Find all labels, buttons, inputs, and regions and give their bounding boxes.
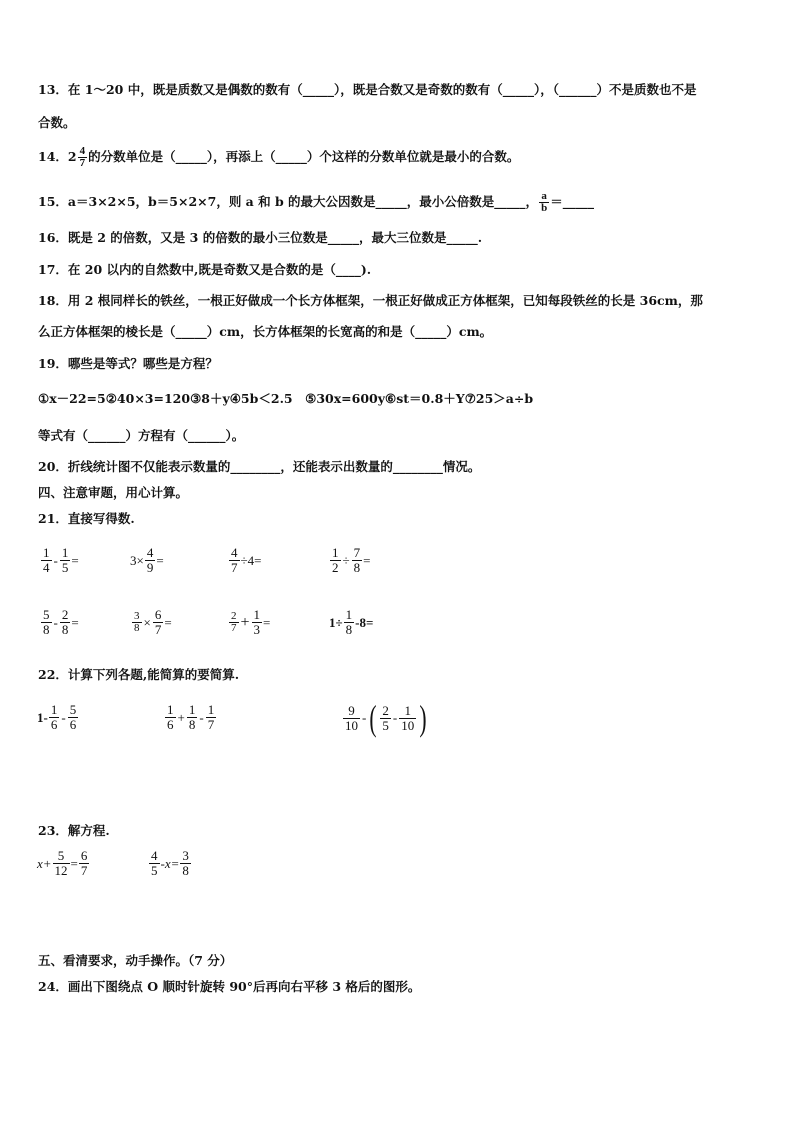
q21-f-num1: 3 <box>134 610 140 622</box>
q23-a-eq: = <box>70 855 78 871</box>
q21-g-den1: 7 <box>231 622 237 634</box>
q21-expr-h <box>329 608 373 637</box>
q22-b-num1: 1 <box>167 702 174 717</box>
q22-c-num1: 9 <box>348 702 355 718</box>
q22-b-den3: 7 <box>207 717 215 732</box>
q21-b-den: 9 <box>146 560 154 575</box>
q21-expr-a <box>40 546 79 575</box>
q21-d-num2: 7 <box>353 545 361 560</box>
q22-b-num2: 1 <box>188 702 196 717</box>
q21-e-eq: = <box>71 614 79 630</box>
q21-d-den2: 8 <box>353 560 361 575</box>
q22-b-num3: 1 <box>207 702 215 717</box>
q21-e-num1: 5 <box>43 607 50 622</box>
q15-frac-den: b <box>541 202 548 214</box>
q22-c-right-paren: ) <box>419 698 427 738</box>
q21-expr-b <box>130 546 164 575</box>
q21-c-tail: ÷4= <box>240 552 262 568</box>
q13-line-2: 合数。 <box>38 115 76 130</box>
q22-a-num1: 1 <box>50 702 58 717</box>
q21-expr-f <box>131 608 172 637</box>
q21-expr-d <box>329 546 370 575</box>
q21-g-num2: 1 <box>253 607 261 622</box>
q21-f-op: × <box>143 614 151 630</box>
q21-g-den2: 3 <box>253 622 261 637</box>
q22-a-den2: 6 <box>69 717 77 732</box>
q23-title: 23．解方程. <box>38 823 110 838</box>
q21-a-eq: = <box>71 552 79 568</box>
q23-equation-a <box>37 849 90 878</box>
q21-e-den2: 8 <box>61 622 69 637</box>
q21-h-tail: -8= <box>355 614 374 630</box>
q22-expr-b <box>164 703 217 732</box>
q21-e-op: - <box>53 614 58 630</box>
q14-prefix: 14．2 <box>38 149 77 164</box>
q15-text: 15．a＝3×2×5，b＝5×2×7，则 a 和 b 的最大公因数是_____，最小公倍数是_____， <box>38 194 539 209</box>
q21-expr-g <box>228 608 270 637</box>
q22-a-num2: 5 <box>69 702 77 717</box>
q22-c-den2: 5 <box>382 717 389 733</box>
q23-a-den2: 7 <box>80 863 88 878</box>
q22-title: 22．计算下列各题,能简算的要简算. <box>38 667 240 682</box>
q21-g-eq: = <box>263 614 271 630</box>
q21-g-num1: 2 <box>231 610 237 622</box>
q23-a-x: x+ <box>37 855 52 871</box>
q13-line-1: 13．在 1～20 中，既是质数又是偶数的数有（_____），既是合数又是奇数的数有（_____），（______）不是质数也不是 <box>38 82 697 97</box>
q21-f-den1: 8 <box>134 622 140 634</box>
q21-h-whole: 1÷ <box>329 614 343 630</box>
q19-title: 19．哪些是等式？哪些是方程？ <box>38 356 218 371</box>
q21-e-den1: 8 <box>43 622 50 637</box>
q15-end: ＝_____ <box>550 194 594 209</box>
q21-g-op: + <box>240 613 250 631</box>
q22-c-num2: 2 <box>382 702 389 718</box>
q21-h-den: 8 <box>345 622 353 637</box>
q21-a-num1: 1 <box>43 545 50 560</box>
q15-line <box>38 191 594 214</box>
q22-a-whole: 1- <box>37 709 48 725</box>
q22-c-den1: 10 <box>345 717 358 733</box>
q23-b-den2: 8 <box>182 863 189 878</box>
q22-b-op2: - <box>199 709 204 725</box>
q18-line-2: 么正方体框架的棱长是（_____）cm，长方体框架的长宽高的和是（_____）cm。 <box>38 324 493 339</box>
q14-fraction <box>78 146 88 169</box>
q21-b-eq: = <box>156 552 164 568</box>
q15-frac-num: a <box>541 190 547 202</box>
q21-d-den1: 2 <box>332 560 339 575</box>
q22-b-den2: 8 <box>188 717 196 732</box>
q23-b-mid: -x= <box>160 855 180 871</box>
q15-fraction <box>539 191 549 214</box>
q22-a-den1: 6 <box>50 717 58 732</box>
q22-c-op: - <box>362 710 367 725</box>
q21-c-num: 4 <box>231 545 238 560</box>
q23-equation-b <box>148 849 192 878</box>
q21-c-den: 7 <box>231 560 238 575</box>
q23-b-num1: 4 <box>151 848 158 863</box>
q14-rest: 的分数单位是（_____），再添上（_____）个这样的分数单位就是最小的合数。 <box>88 149 520 164</box>
section-4-heading: 四、注意审题，用心计算。 <box>38 485 189 500</box>
q21-f-num2: 6 <box>154 607 162 622</box>
q22-expr-c <box>342 700 429 736</box>
q21-a-num2: 1 <box>61 545 69 560</box>
q18-line-1: 18．用 2 根同样长的铁丝，一根正好做成一个长方体框架，一根正好做成正方体框架，已知每段铁丝的长是 36cm，那 <box>38 293 703 308</box>
q22-c-op2: - <box>392 710 398 725</box>
q14-line <box>38 146 519 169</box>
q19-answer: 等式有（______）方程有（______）。 <box>38 428 245 443</box>
q22-expr-a <box>37 703 79 732</box>
q19-items: ①x－22=5②40×3=120③8＋y④5b＜2.5 ⑤30x=600y⑥st＝0.8＋Y⑦25＞a÷b <box>38 391 534 406</box>
q21-a-den1: 4 <box>43 560 50 575</box>
q23-b-den1: 5 <box>151 863 158 878</box>
q21-a-den2: 5 <box>61 560 69 575</box>
q23-a-num2: 6 <box>80 848 88 863</box>
q21-b-whole: 3× <box>130 552 144 568</box>
q22-a-op: - <box>61 709 66 725</box>
q16-line: 16．既是 2 的倍数，又是 3 的倍数的最小三位数是_____，最大三位数是_____. <box>38 230 483 245</box>
section-5-heading: 五、看清要求，动手操作。（7 分） <box>38 953 233 968</box>
q21-e-num2: 2 <box>61 607 69 622</box>
q21-f-den2: 7 <box>154 622 162 637</box>
q14-frac-num: 4 <box>79 145 86 157</box>
q21-d-num1: 1 <box>332 545 339 560</box>
q21-b-num: 4 <box>146 545 154 560</box>
q23-a-num1: 5 <box>57 848 65 863</box>
q21-d-op: ÷ <box>342 552 350 568</box>
q21-expr-e <box>40 608 79 637</box>
q20-line: 20．折线统计图不仅能表示数量的________，还能表示出数量的________情况。 <box>38 459 481 474</box>
q21-h-num: 1 <box>345 607 353 622</box>
q21-title: 21．直接写得数. <box>38 511 135 526</box>
q22-b-op1: + <box>177 709 185 725</box>
q14-frac-den: 7 <box>79 157 86 169</box>
q21-expr-c <box>228 546 261 575</box>
q17-line: 17．在 20 以内的自然数中,既是奇数又是合数的是（____). <box>38 262 372 277</box>
q21-d-eq: = <box>363 552 371 568</box>
q23-b-num2: 3 <box>182 848 189 863</box>
q21-f-eq: = <box>164 614 172 630</box>
q22-c-left-paren: ( <box>369 698 377 738</box>
q24-line: 24．画出下图绕点 O 顺时针旋转 90°后再向右平移 3 格后的图形。 <box>38 979 421 994</box>
q21-a-op: - <box>53 552 58 568</box>
q22-c-num3: 1 <box>404 702 411 718</box>
q23-a-den1: 12 <box>54 863 68 878</box>
q22-c-den3: 10 <box>401 717 415 733</box>
q22-b-den1: 6 <box>167 717 174 732</box>
